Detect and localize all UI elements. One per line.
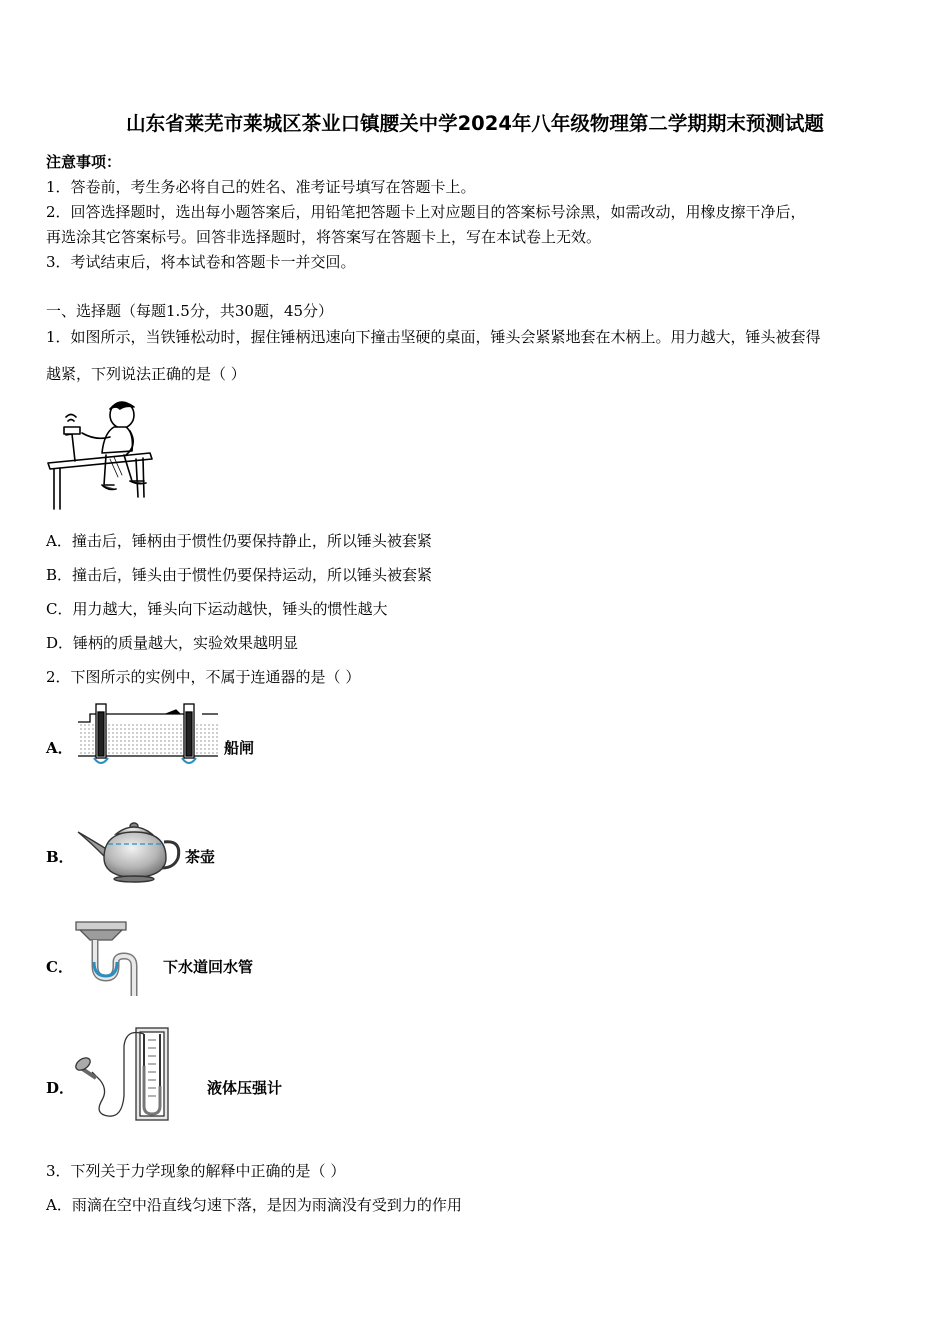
notice-item: 3．考试结束后，将本试卷和答题卡一并交回。 (46, 253, 356, 271)
q1-stem-line2: 越紧，下列说法正确的是（ ） (46, 365, 246, 383)
q1-option-d: D．锤柄的质量越大，实验效果越明显 (46, 634, 299, 652)
ship-lock-figure (76, 700, 222, 772)
teapot-figure (76, 812, 184, 884)
q1-option-c: C．用力越大，锤头向下运动越快，锤头的惯性越大 (46, 600, 388, 618)
notice-item: 1．答卷前，考生务必将自己的姓名、准考证号填写在答题卡上。 (46, 178, 476, 196)
q2-option-d-letter: D． (46, 1079, 75, 1097)
q1-option-a: A．撞击后，锤柄由于惯性仍要保持静止，所以锤头被套紧 (46, 532, 432, 550)
drain-trap-figure (72, 918, 142, 998)
drain-pipe-icon (72, 918, 142, 998)
q3-option-a: A．雨滴在空中沿直线匀速下落，是因为雨滴没有受到力的作用 (46, 1196, 462, 1214)
hammer-figure (44, 397, 160, 515)
q1-stem-line1: 1．如图所示，当铁锤松动时，握住锤柄迅速向下撞击坚硬的桌面，锤头会紧紧地套在木柄上。用力越大，锤头被套得 (46, 328, 821, 346)
q2-stem: 2．下图所示的实例中，不属于连通器的是（ ） (46, 668, 361, 686)
notice-item: 2．回答选择题时，选出每小题答案后，用铅笔把答题卡上对应题目的答案标号涂黑，如需改动，用橡皮擦干净后， (46, 203, 806, 221)
notice-item: 再选涂其它答案标号。回答非选择题时，将答案写在答题卡上，写在本试卷上无效。 (46, 228, 602, 246)
ship-lock-icon (76, 700, 222, 772)
teapot-icon (76, 812, 184, 884)
q2-option-a-letter: A． (46, 739, 73, 757)
page-title: 山东省莱芜市莱城区茶业口镇腰关中学2024年八年级物理第二学期期末预测试题 (126, 112, 824, 135)
q3-stem: 3．下列关于力学现象的解释中正确的是（ ） (46, 1162, 346, 1180)
q2-option-d-label: 液体压强计 (207, 1079, 283, 1097)
q2-option-c-letter: C． (46, 958, 73, 976)
q2-option-c-label: 下水道回水管 (163, 958, 254, 976)
q2-option-b-label: 茶壶 (185, 848, 216, 866)
q2-option-a-label: 船闸 (224, 739, 255, 757)
manometer-icon (74, 1026, 174, 1124)
hammer-illustration-icon (44, 397, 160, 515)
q2-option-b-letter: B． (46, 848, 74, 866)
section-heading: 一、选择题（每题1.5分，共30题，45分） (46, 302, 334, 320)
notice-heading: 注意事项： (46, 153, 122, 171)
manometer-figure (74, 1026, 174, 1124)
q1-option-b: B．撞击后，锤头由于惯性仍要保持运动，所以锤头被套紧 (46, 566, 433, 584)
